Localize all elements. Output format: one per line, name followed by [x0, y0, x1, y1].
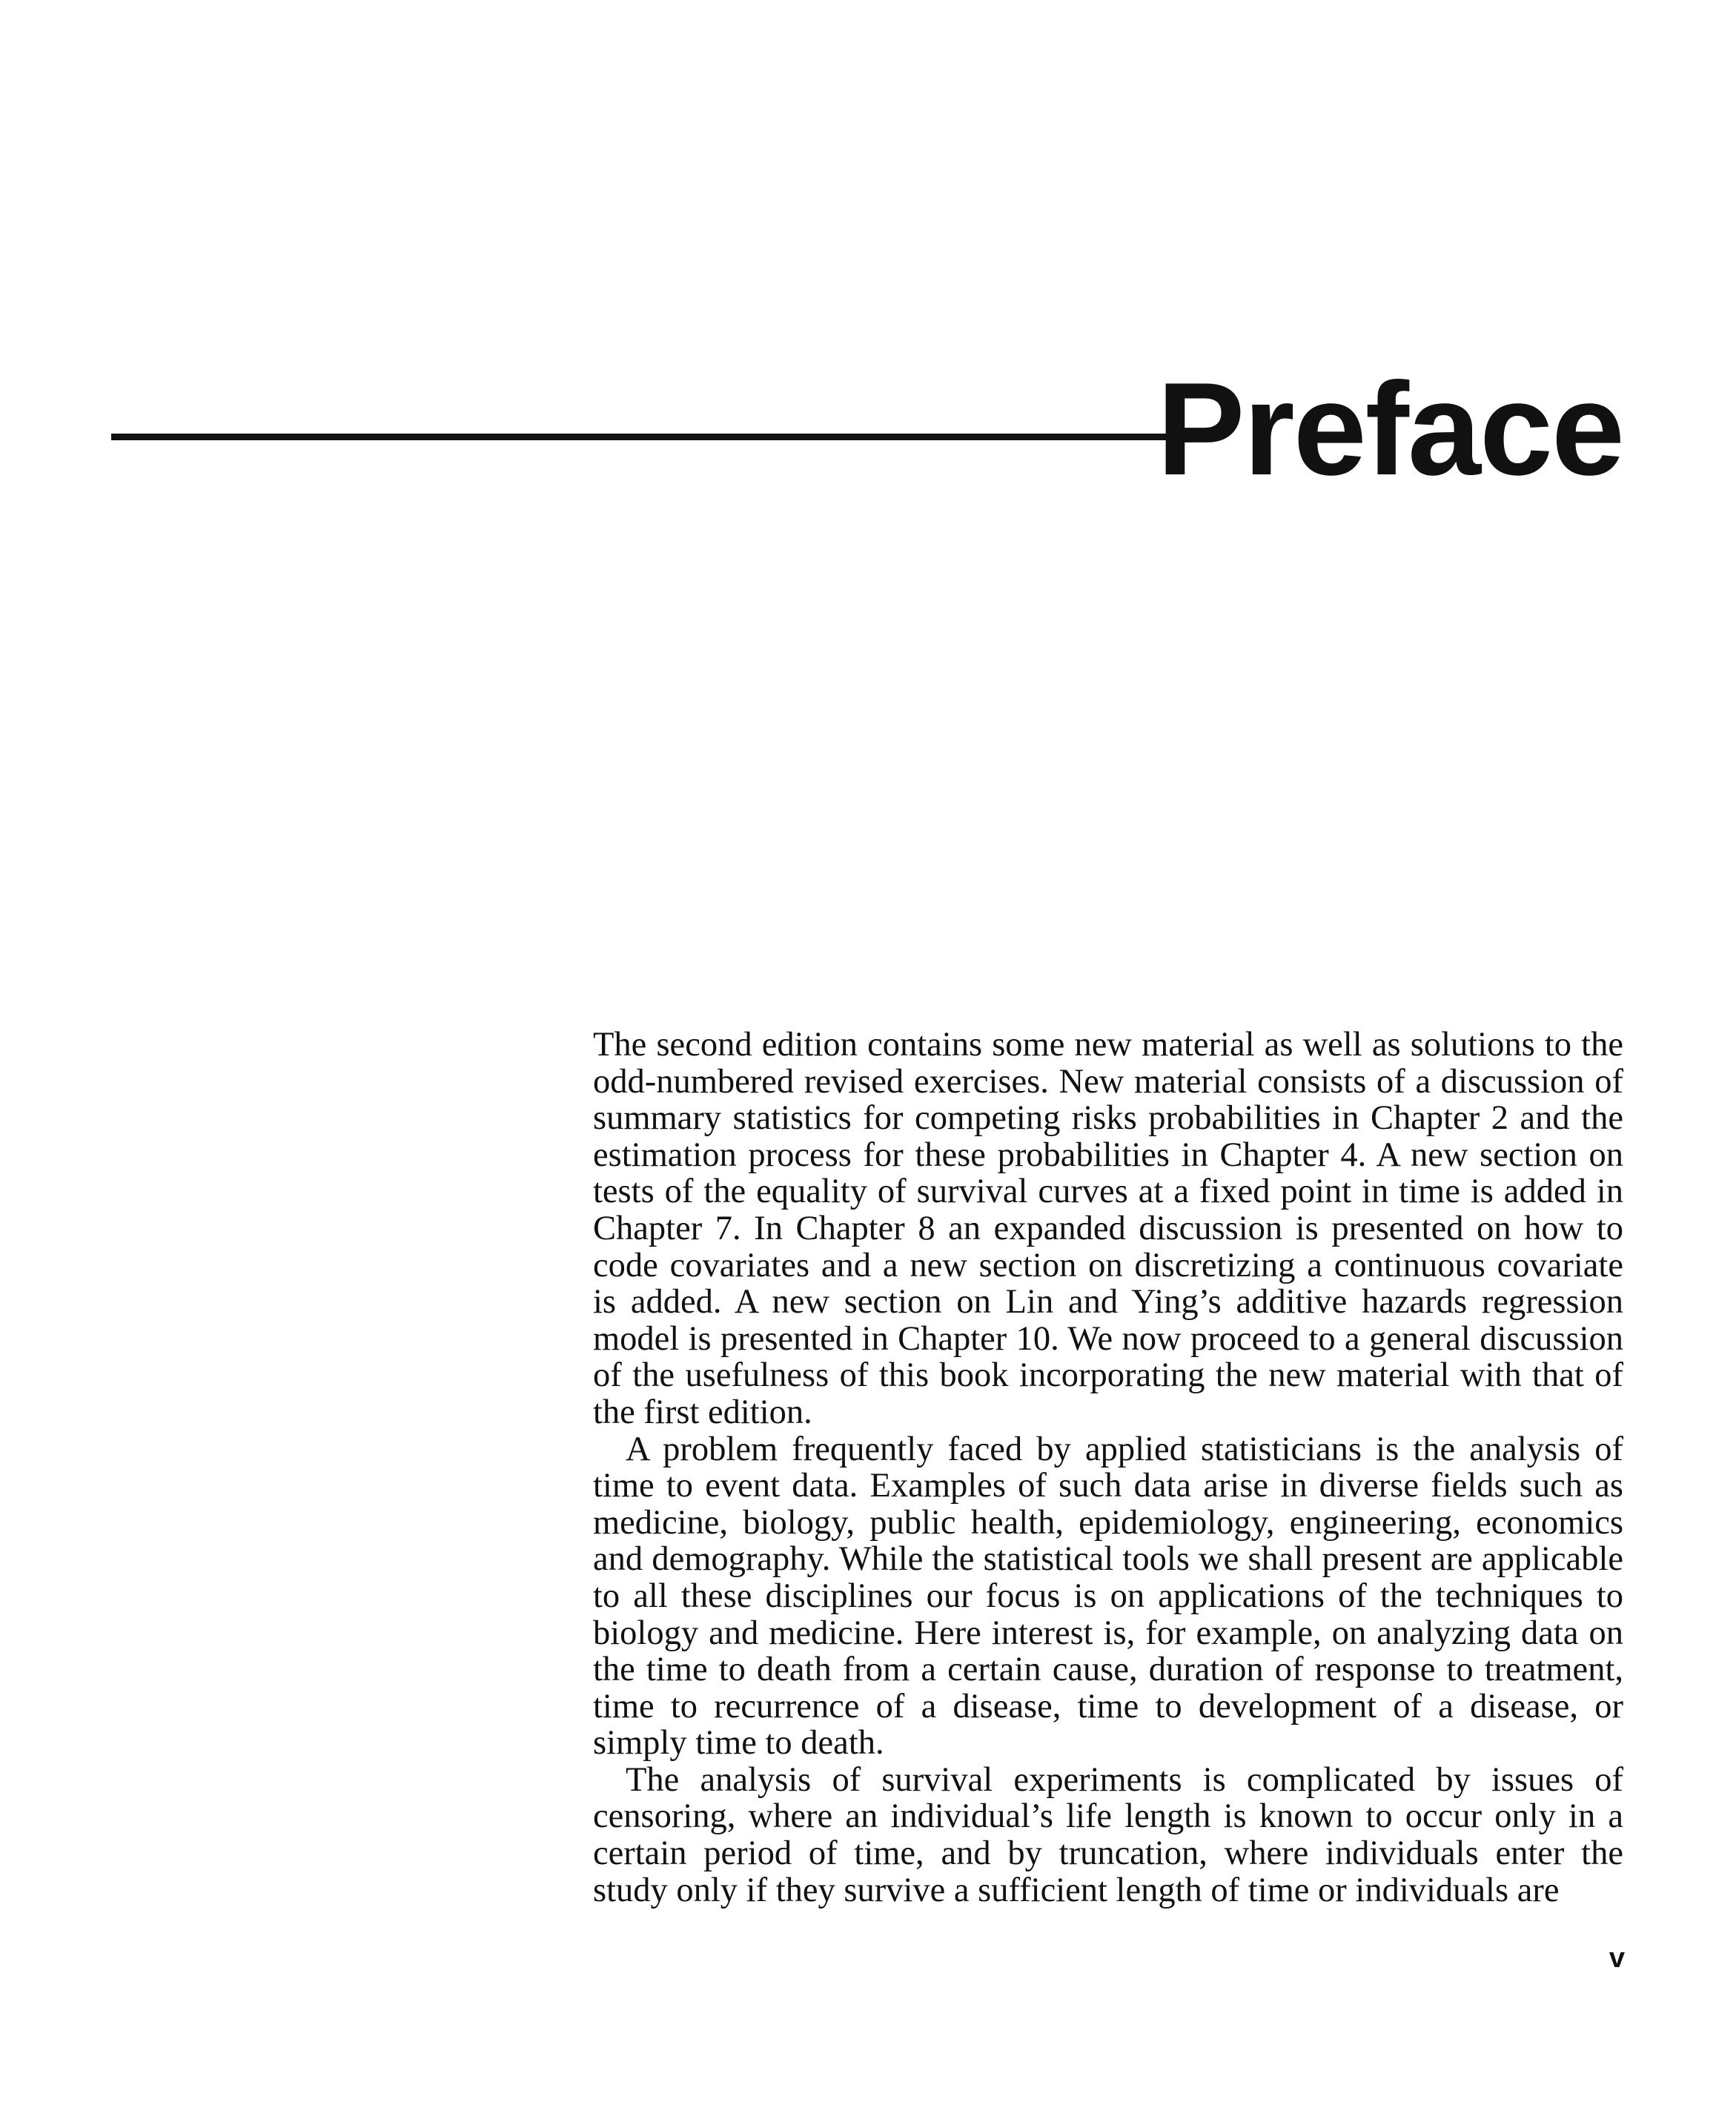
title-rule [111, 434, 1175, 440]
body-text [593, 1027, 1623, 1909]
paragraph: The second edition contains some new material as well as solutions to the odd-numbered revised exercises. New material consists of a discussion of summary statistics for competing risks probabilities in Chapter 2 and the estimation process for these probabilities in Chapter 4. A new section on tests of the equality of survival curves at a fixed point in time is added in Chapter 7. In Chapter 8 an expanded discussion is presented on how to code covariates and a new section on discretizing a continuous covariate is added. A new section on Lin and Ying’s additive hazards regression model is presented in Chapter 10. We now proceed to a general discussion of the usefulness of this book incorporating the new material with that of the first edition. [593, 1026, 1623, 1431]
paragraph: The analysis of survival experiments is complicated by issues of censoring, where an individual’s life length is known to occur only in a certain period of time, and by truncation, where individuals enter the study only if they survive a sufficient length of time or individuals are [593, 1760, 1623, 1909]
paragraph: A problem frequently faced by applied statisticians is the analysis of time to event data. Examples of such data arise in diverse fields such as medicine, biology, public health, epidemiology, engineering, economics and demography. While the statistical tools we shall present are applicable to all these disciplines our focus is on applications of the techniques to biology and medicine. Here interest is, for example, on analyzing data on the time to death from a certain cause, duration of response to treatment, time to recurrence of a disease, time to development of a disease, or simply time to death. [593, 1430, 1623, 1763]
page-number: v [1609, 1943, 1625, 1974]
chapter-title: Preface [1156, 355, 1623, 503]
